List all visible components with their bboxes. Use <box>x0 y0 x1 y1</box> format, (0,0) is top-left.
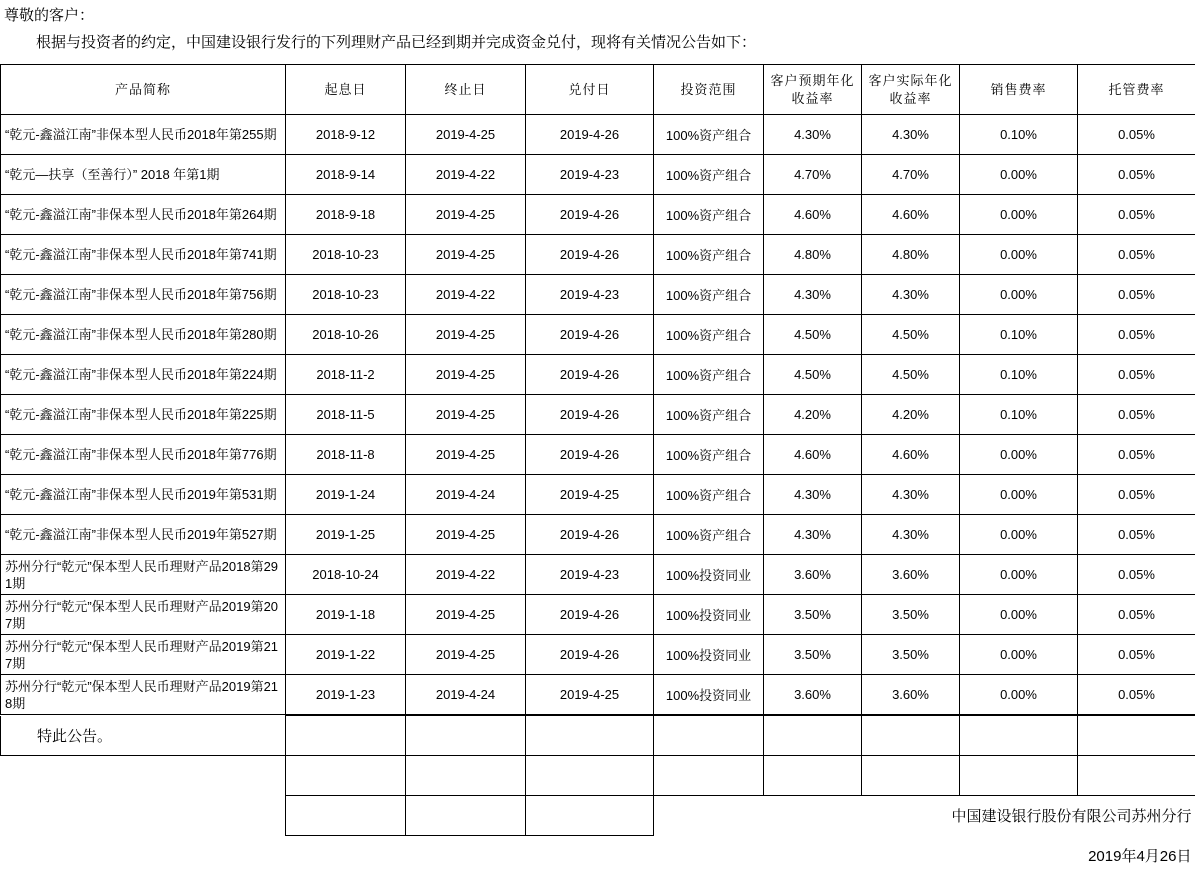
blank-cell <box>526 756 654 796</box>
cell-investment-scope: 100%资产组合 <box>654 115 764 155</box>
cell-actual-yield: 4.50% <box>862 355 960 395</box>
table-row <box>1 475 1195 515</box>
blank-cell <box>406 796 526 836</box>
cell-payment-date: 2019-4-25 <box>526 475 654 515</box>
cell-investment-scope: 100%投资同业 <box>654 555 764 595</box>
cell-expected-yield: 4.80% <box>764 235 862 275</box>
cell-end-date: 2019-4-22 <box>406 275 526 315</box>
cell-start-date: 2018-10-23 <box>286 235 406 275</box>
cell-actual-yield: 3.60% <box>862 555 960 595</box>
footer-table <box>0 715 1195 876</box>
column-header-custody-fee: 托管费率 <box>1078 65 1195 115</box>
cell-custody-fee: 0.05% <box>1078 595 1195 635</box>
cell-expected-yield: 3.50% <box>764 635 862 675</box>
blank-cell <box>1 836 286 876</box>
cell-custody-fee: 0.05% <box>1078 555 1195 595</box>
cell-start-date: 2019-1-18 <box>286 595 406 635</box>
cell-payment-date: 2019-4-26 <box>526 635 654 675</box>
cell-investment-scope: 100%投资同业 <box>654 635 764 675</box>
cell-expected-yield: 4.30% <box>764 515 862 555</box>
cell-start-date: 2018-10-23 <box>286 275 406 315</box>
cell-end-date: 2019-4-25 <box>406 395 526 435</box>
cell-payment-date: 2019-4-23 <box>526 275 654 315</box>
table-row <box>1 275 1195 315</box>
cell-payment-date: 2019-4-26 <box>526 395 654 435</box>
cell-end-date: 2019-4-25 <box>406 235 526 275</box>
table-header <box>1 65 1195 115</box>
cell-start-date: 2018-10-26 <box>286 315 406 355</box>
cell-start-date: 2018-9-18 <box>286 195 406 235</box>
cell-actual-yield: 3.50% <box>862 595 960 635</box>
cell-product-name: “乾元-鑫溢江南”非保本型人民币2018年第776期 <box>1 435 286 475</box>
cell-custody-fee: 0.05% <box>1078 115 1195 155</box>
cell-expected-yield: 4.60% <box>764 195 862 235</box>
table-row <box>1 355 1195 395</box>
cell-custody-fee: 0.05% <box>1078 195 1195 235</box>
table-row <box>1 155 1195 195</box>
table-row <box>1 395 1195 435</box>
cell-custody-fee: 0.05% <box>1078 435 1195 475</box>
cell-actual-yield: 4.20% <box>862 395 960 435</box>
blank-cell <box>1 796 286 836</box>
blank-cell <box>960 756 1078 796</box>
cell-expected-yield: 3.60% <box>764 555 862 595</box>
table-row <box>1 115 1195 155</box>
notice-row <box>1 716 1195 756</box>
table-row <box>1 435 1195 475</box>
blank-cell <box>1078 756 1195 796</box>
cell-actual-yield: 4.60% <box>862 195 960 235</box>
cell-investment-scope: 100%投资同业 <box>654 675 764 715</box>
cell-sales-fee: 0.00% <box>960 675 1078 715</box>
blank-cell <box>526 796 654 836</box>
cell-payment-date: 2019-4-26 <box>526 235 654 275</box>
cell-sales-fee: 0.00% <box>960 555 1078 595</box>
cell-expected-yield: 4.50% <box>764 355 862 395</box>
cell-end-date: 2019-4-25 <box>406 435 526 475</box>
cell-investment-scope: 100%资产组合 <box>654 395 764 435</box>
column-header-start-date: 起息日 <box>286 65 406 115</box>
cell-end-date: 2019-4-25 <box>406 195 526 235</box>
spacer-row <box>1 756 1195 796</box>
cell-actual-yield: 4.30% <box>862 275 960 315</box>
cell-sales-fee: 0.10% <box>960 115 1078 155</box>
cell-product-name: “乾元-鑫溢江南”非保本型人民币2019年第527期 <box>1 515 286 555</box>
cell-custody-fee: 0.05% <box>1078 675 1195 715</box>
blank-cell <box>526 836 654 876</box>
cell-custody-fee: 0.05% <box>1078 315 1195 355</box>
cell-expected-yield: 4.70% <box>764 155 862 195</box>
cell-actual-yield: 4.30% <box>862 475 960 515</box>
cell-expected-yield: 4.60% <box>764 435 862 475</box>
blank-cell <box>526 716 654 756</box>
cell-actual-yield: 4.30% <box>862 515 960 555</box>
column-header-actual-yield: 客户实际年化收益率 <box>862 65 960 115</box>
cell-payment-date: 2019-4-26 <box>526 435 654 475</box>
cell-actual-yield: 4.70% <box>862 155 960 195</box>
cell-start-date: 2019-1-24 <box>286 475 406 515</box>
cell-start-date: 2019-1-23 <box>286 675 406 715</box>
cell-investment-scope: 100%资产组合 <box>654 315 764 355</box>
cell-custody-fee: 0.05% <box>1078 515 1195 555</box>
cell-investment-scope: 100%资产组合 <box>654 275 764 315</box>
cell-expected-yield: 4.50% <box>764 315 862 355</box>
cell-start-date: 2018-11-8 <box>286 435 406 475</box>
cell-start-date: 2018-9-14 <box>286 155 406 195</box>
blank-cell <box>1078 716 1195 756</box>
cell-payment-date: 2019-4-23 <box>526 555 654 595</box>
blank-cell <box>406 716 526 756</box>
cell-custody-fee: 0.05% <box>1078 235 1195 275</box>
cell-investment-scope: 100%资产组合 <box>654 435 764 475</box>
cell-payment-date: 2019-4-26 <box>526 355 654 395</box>
cell-investment-scope: 100%资产组合 <box>654 195 764 235</box>
cell-end-date: 2019-4-24 <box>406 675 526 715</box>
cell-end-date: 2019-4-25 <box>406 515 526 555</box>
table-row <box>1 315 1195 355</box>
cell-custody-fee: 0.05% <box>1078 355 1195 395</box>
table-header-row <box>1 65 1195 115</box>
cell-expected-yield: 4.30% <box>764 475 862 515</box>
cell-actual-yield: 3.60% <box>862 675 960 715</box>
cell-end-date: 2019-4-22 <box>406 155 526 195</box>
cell-sales-fee: 0.10% <box>960 315 1078 355</box>
cell-investment-scope: 100%资产组合 <box>654 155 764 195</box>
cell-start-date: 2018-11-2 <box>286 355 406 395</box>
cell-start-date: 2019-1-22 <box>286 635 406 675</box>
cell-custody-fee: 0.05% <box>1078 635 1195 675</box>
cell-start-date: 2018-10-24 <box>286 555 406 595</box>
blank-cell <box>862 756 960 796</box>
cell-payment-date: 2019-4-26 <box>526 515 654 555</box>
cell-payment-date: 2019-4-23 <box>526 155 654 195</box>
column-header-sales-fee: 销售费率 <box>960 65 1078 115</box>
blank-cell <box>1 756 286 796</box>
cell-payment-date: 2019-4-26 <box>526 595 654 635</box>
cell-investment-scope: 100%资产组合 <box>654 235 764 275</box>
cell-payment-date: 2019-4-26 <box>526 115 654 155</box>
cell-end-date: 2019-4-25 <box>406 315 526 355</box>
blank-cell <box>960 716 1078 756</box>
notice-text: 特此公告。 <box>1 716 286 756</box>
cell-product-name: “乾元-鑫溢江南”非保本型人民币2019年第531期 <box>1 475 286 515</box>
cell-product-name: “乾元-鑫溢江南”非保本型人民币2018年第264期 <box>1 195 286 235</box>
cell-end-date: 2019-4-25 <box>406 595 526 635</box>
cell-sales-fee: 0.00% <box>960 595 1078 635</box>
cell-sales-fee: 0.00% <box>960 635 1078 675</box>
blank-cell <box>286 796 406 836</box>
cell-product-name: “乾元-鑫溢江南”非保本型人民币2018年第756期 <box>1 275 286 315</box>
cell-sales-fee: 0.00% <box>960 515 1078 555</box>
blank-cell <box>286 836 406 876</box>
blank-cell <box>862 716 960 756</box>
cell-payment-date: 2019-4-25 <box>526 675 654 715</box>
cell-sales-fee: 0.00% <box>960 195 1078 235</box>
cell-investment-scope: 100%投资同业 <box>654 595 764 635</box>
document-date: 2019年4月26日 <box>654 836 1195 876</box>
blank-cell <box>764 716 862 756</box>
cell-expected-yield: 4.20% <box>764 395 862 435</box>
cell-custody-fee: 0.05% <box>1078 275 1195 315</box>
cell-custody-fee: 0.05% <box>1078 155 1195 195</box>
cell-product-name: “乾元-鑫溢江南”非保本型人民币2018年第224期 <box>1 355 286 395</box>
cell-custody-fee: 0.05% <box>1078 475 1195 515</box>
table-row <box>1 595 1195 635</box>
cell-sales-fee: 0.10% <box>960 355 1078 395</box>
cell-sales-fee: 0.00% <box>960 275 1078 315</box>
blank-cell <box>654 716 764 756</box>
table-body <box>1 115 1195 715</box>
cell-sales-fee: 0.00% <box>960 475 1078 515</box>
cell-end-date: 2019-4-25 <box>406 635 526 675</box>
date-row <box>1 836 1195 876</box>
cell-actual-yield: 3.50% <box>862 635 960 675</box>
cell-product-name: “乾元—扶享（至善行）” 2018 年第1期 <box>1 155 286 195</box>
column-header-product-name: 产品简称 <box>1 65 286 115</box>
cell-product-name: 苏州分行“乾元”保本型人民币理财产品2019第217期 <box>1 635 286 675</box>
cell-product-name: 苏州分行“乾元”保本型人民币理财产品2019第218期 <box>1 675 286 715</box>
cell-sales-fee: 0.00% <box>960 155 1078 195</box>
cell-expected-yield: 4.30% <box>764 115 862 155</box>
cell-end-date: 2019-4-22 <box>406 555 526 595</box>
cell-investment-scope: 100%资产组合 <box>654 355 764 395</box>
cell-custody-fee: 0.05% <box>1078 395 1195 435</box>
cell-payment-date: 2019-4-26 <box>526 315 654 355</box>
cell-expected-yield: 3.60% <box>764 675 862 715</box>
cell-sales-fee: 0.00% <box>960 435 1078 475</box>
cell-start-date: 2018-11-5 <box>286 395 406 435</box>
blank-cell <box>406 836 526 876</box>
table-row <box>1 515 1195 555</box>
column-header-expected-yield: 客户预期年化收益率 <box>764 65 862 115</box>
cell-product-name: “乾元-鑫溢江南”非保本型人民币2018年第741期 <box>1 235 286 275</box>
signature-text: 中国建设银行股份有限公司苏州分行 <box>654 796 1195 836</box>
signature-row <box>1 796 1195 836</box>
cell-sales-fee: 0.00% <box>960 235 1078 275</box>
blank-cell <box>764 756 862 796</box>
column-header-investment-scope: 投资范围 <box>654 65 764 115</box>
column-header-end-date: 终止日 <box>406 65 526 115</box>
column-header-payment-date: 兑付日 <box>526 65 654 115</box>
table-row <box>1 555 1195 595</box>
cell-product-name: 苏州分行“乾元”保本型人民币理财产品2019第207期 <box>1 595 286 635</box>
cell-expected-yield: 3.50% <box>764 595 862 635</box>
cell-end-date: 2019-4-24 <box>406 475 526 515</box>
blank-cell <box>406 756 526 796</box>
cell-product-name: “乾元-鑫溢江南”非保本型人民币2018年第280期 <box>1 315 286 355</box>
cell-actual-yield: 4.50% <box>862 315 960 355</box>
cell-actual-yield: 4.60% <box>862 435 960 475</box>
cell-investment-scope: 100%资产组合 <box>654 515 764 555</box>
table-row <box>1 635 1195 675</box>
cell-product-name: 苏州分行“乾元”保本型人民币理财产品2018第291期 <box>1 555 286 595</box>
blank-cell <box>286 716 406 756</box>
cell-investment-scope: 100%资产组合 <box>654 475 764 515</box>
blank-cell <box>286 756 406 796</box>
salutation-text: 尊敬的客户： <box>0 0 1195 26</box>
cell-product-name: “乾元-鑫溢江南”非保本型人民币2018年第255期 <box>1 115 286 155</box>
cell-start-date: 2019-1-25 <box>286 515 406 555</box>
table-row <box>1 235 1195 275</box>
cell-payment-date: 2019-4-26 <box>526 195 654 235</box>
cell-end-date: 2019-4-25 <box>406 355 526 395</box>
cell-sales-fee: 0.10% <box>960 395 1078 435</box>
cell-expected-yield: 4.30% <box>764 275 862 315</box>
intro-paragraph: 根据与投资者的约定，中国建设银行发行的下列理财产品已经到期并完成资金兑付，现将有关情况公告如下： <box>0 26 1195 64</box>
cell-end-date: 2019-4-25 <box>406 115 526 155</box>
products-table <box>0 64 1195 715</box>
blank-cell <box>654 756 764 796</box>
cell-product-name: “乾元-鑫溢江南”非保本型人民币2018年第225期 <box>1 395 286 435</box>
cell-actual-yield: 4.80% <box>862 235 960 275</box>
cell-start-date: 2018-9-12 <box>286 115 406 155</box>
cell-actual-yield: 4.30% <box>862 115 960 155</box>
table-row <box>1 195 1195 235</box>
table-row <box>1 675 1195 715</box>
